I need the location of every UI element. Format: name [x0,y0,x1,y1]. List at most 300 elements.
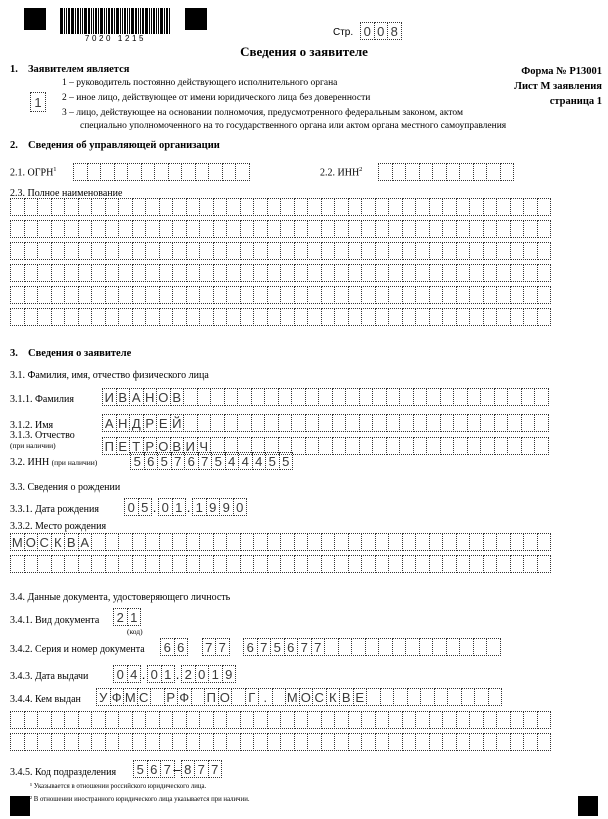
form-cell[interactable] [213,264,228,282]
form-cell[interactable] [361,264,376,282]
form-cell[interactable] [348,286,363,304]
form-cell[interactable]: М [286,689,298,705]
surname-field[interactable] [102,388,548,406]
form-cell[interactable] [469,220,484,238]
form-cell[interactable] [145,198,160,216]
form-cell[interactable] [307,533,322,551]
form-cell[interactable]: 9 [222,665,237,683]
form-cell[interactable] [280,533,295,551]
form-cell[interactable] [456,711,471,729]
form-cell[interactable] [496,264,511,282]
form-cell[interactable]: Г [245,688,260,706]
form-cell[interactable] [118,555,133,573]
form-cell[interactable] [132,533,147,551]
form-cell[interactable]: 0 [360,22,375,40]
form-cell[interactable] [172,220,187,238]
org-name-row[interactable] [10,308,550,326]
form-cell[interactable] [78,242,93,260]
form-cell[interactable] [78,264,93,282]
form-cell[interactable] [334,733,349,751]
form-cell[interactable] [469,242,484,260]
form-cell[interactable] [24,220,39,238]
form-cell[interactable] [222,163,237,181]
form-cell[interactable]: 4 [225,452,240,470]
form-cell[interactable] [442,555,457,573]
form-cell[interactable] [510,711,525,729]
form-cell[interactable] [415,286,430,304]
form-cell[interactable] [372,437,387,455]
form-cell[interactable]: 5 [279,452,294,470]
form-cell[interactable] [210,388,225,406]
form-cell[interactable]: 6 [160,638,175,656]
form-cell[interactable] [348,555,363,573]
form-cell[interactable] [280,242,295,260]
form-cell[interactable] [141,163,156,181]
form-cell[interactable] [159,264,174,282]
form-cell[interactable] [415,555,430,573]
form-cell[interactable]: 2 [113,608,128,626]
form-cell[interactable] [159,198,174,216]
form-cell[interactable] [388,242,403,260]
form-cell[interactable] [280,264,295,282]
form-cell[interactable] [442,711,457,729]
form-cell[interactable] [523,733,538,751]
form-cell[interactable] [105,286,120,304]
birthdate-field[interactable] [124,498,246,516]
form-cell[interactable] [473,163,488,181]
form-cell[interactable]: С [312,688,327,706]
form-cell[interactable] [415,711,430,729]
form-cell[interactable]: Р [143,414,158,432]
form-cell[interactable] [321,242,336,260]
form-cell[interactable] [186,264,201,282]
form-cell[interactable] [197,388,212,406]
form-cell[interactable] [264,414,279,432]
form-cell[interactable] [415,242,430,260]
form-cell[interactable] [213,242,228,260]
form-cell[interactable] [496,711,511,729]
form-cell[interactable] [388,733,403,751]
form-cell[interactable] [392,163,407,181]
form-cell[interactable] [537,711,552,729]
form-cell[interactable] [226,733,241,751]
form-cell[interactable] [494,388,509,406]
form-cell[interactable] [348,308,363,326]
form-cell[interactable] [132,308,147,326]
form-cell[interactable]: 6 [184,452,199,470]
form-cell[interactable] [453,414,468,432]
form-cell[interactable] [267,308,282,326]
form-cell[interactable] [118,733,133,751]
form-cell[interactable] [483,711,498,729]
form-cell[interactable] [87,163,102,181]
form-cell[interactable]: Ф [177,688,192,706]
form-cell[interactable]: 8 [181,760,196,778]
form-cell[interactable] [388,555,403,573]
form-cell[interactable] [264,388,279,406]
form-cell[interactable] [118,308,133,326]
form-cell[interactable] [386,437,401,455]
form-cell[interactable] [294,555,309,573]
form-cell[interactable] [91,308,106,326]
form-cell[interactable] [294,242,309,260]
form-cell[interactable]: 7 [160,760,175,778]
form-cell[interactable] [388,711,403,729]
form-cell[interactable] [432,638,447,656]
form-cell[interactable] [240,308,255,326]
form-cell[interactable] [419,638,434,656]
form-cell[interactable] [429,308,444,326]
form-cell[interactable] [440,414,455,432]
form-cell[interactable] [429,220,444,238]
form-cell[interactable] [172,555,187,573]
form-cell[interactable] [359,388,374,406]
form-cell[interactable]: Т [129,437,144,455]
form-cell[interactable] [453,437,468,455]
form-cell[interactable] [442,286,457,304]
form-cell[interactable]: 8 [387,22,402,40]
form-cell[interactable] [305,414,320,432]
form-cell[interactable] [388,286,403,304]
form-cell[interactable]: О [299,688,314,706]
form-cell[interactable] [280,711,295,729]
form-cell[interactable] [253,198,268,216]
form-cell[interactable] [510,555,525,573]
org-name-row[interactable] [10,198,550,216]
form-cell[interactable] [537,198,552,216]
form-cell[interactable] [442,220,457,238]
form-cell[interactable] [388,533,403,551]
form-cell[interactable]: 6 [284,638,299,656]
form-cell[interactable] [159,555,174,573]
form-cell[interactable] [321,286,336,304]
form-cell[interactable] [321,711,336,729]
form-cell[interactable] [332,388,347,406]
form-cell[interactable] [294,533,309,551]
form-cell[interactable] [213,308,228,326]
form-cell[interactable] [267,264,282,282]
form-cell[interactable] [467,437,482,455]
form-cell[interactable]: 5 [130,452,145,470]
form-cell[interactable] [351,638,366,656]
form-cell[interactable] [307,242,322,260]
form-cell[interactable] [240,733,255,751]
form-cell[interactable]: 7 [171,452,186,470]
form-cell[interactable] [429,198,444,216]
form-cell[interactable] [453,388,468,406]
form-cell[interactable] [186,308,201,326]
form-cell[interactable]: 0 [374,22,389,40]
form-cell[interactable] [483,555,498,573]
form-cell[interactable]: Ф [110,688,125,706]
form-cell[interactable] [469,264,484,282]
form-cell[interactable] [359,437,374,455]
form-cell[interactable] [459,163,474,181]
form-cell[interactable] [172,308,187,326]
form-cell[interactable] [91,286,106,304]
form-cell[interactable] [483,733,498,751]
form-cell[interactable] [159,711,174,729]
form-cell[interactable] [429,286,444,304]
form-cell[interactable] [37,308,52,326]
ogrn-field[interactable] [73,163,249,181]
form-cell[interactable] [118,286,133,304]
form-cell[interactable] [510,286,525,304]
form-cell[interactable] [240,555,255,573]
form-cell[interactable] [334,220,349,238]
form-cell[interactable] [402,733,417,751]
form-cell[interactable] [456,308,471,326]
form-cell[interactable] [132,733,147,751]
form-cell[interactable] [361,555,376,573]
form-cell[interactable] [168,163,183,181]
form-cell[interactable] [324,638,339,656]
form-cell[interactable] [456,198,471,216]
form-cell[interactable] [537,220,552,238]
form-cell[interactable] [294,711,309,729]
birthplace-row[interactable] [10,533,550,551]
form-cell[interactable] [375,286,390,304]
form-cell[interactable] [226,555,241,573]
form-cell[interactable]: Е [116,437,131,455]
form-cell[interactable] [78,308,93,326]
form-cell[interactable] [488,688,503,706]
form-cell[interactable] [361,286,376,304]
form-cell[interactable] [361,220,376,238]
form-cell[interactable] [183,388,198,406]
form-cell[interactable]: В [64,533,79,551]
form-cell[interactable] [419,163,434,181]
form-cell[interactable] [348,533,363,551]
form-cell[interactable]: К [326,688,341,706]
subdivision-code-field[interactable] [133,760,221,778]
form-cell[interactable]: 6 [147,760,162,778]
form-cell[interactable] [186,198,201,216]
form-cell[interactable]: 0 [147,665,162,683]
form-cell[interactable] [253,286,268,304]
form-cell[interactable] [51,264,66,282]
form-cell[interactable] [375,533,390,551]
form-cell[interactable] [183,414,198,432]
form-cell[interactable] [278,414,293,432]
form-cell[interactable] [172,711,187,729]
form-cell[interactable]: 7 [202,638,217,656]
form-cell[interactable] [145,711,160,729]
form-cell[interactable] [240,286,255,304]
form-cell[interactable] [523,286,538,304]
form-cell[interactable] [483,198,498,216]
form-cell[interactable]: 1 [192,498,207,516]
form-cell[interactable]: 5 [270,638,285,656]
form-cell[interactable] [334,555,349,573]
form-cell[interactable] [496,555,511,573]
form-cell[interactable] [334,242,349,260]
form-cell[interactable] [496,198,511,216]
form-cell[interactable] [73,163,88,181]
form-cell[interactable] [469,198,484,216]
form-cell[interactable] [78,198,93,216]
form-cell[interactable] [78,711,93,729]
form-cell[interactable] [213,733,228,751]
form-cell[interactable] [24,555,39,573]
form-cell[interactable] [64,220,79,238]
form-cell[interactable] [64,198,79,216]
form-cell[interactable] [523,242,538,260]
form-cell[interactable] [483,220,498,238]
form-cell[interactable]: 5 [157,452,172,470]
page-number-cells[interactable] [360,22,401,40]
form-cell[interactable] [507,414,522,432]
form-cell[interactable] [37,286,52,304]
form-cell[interactable] [240,198,255,216]
form-cell[interactable] [51,733,66,751]
form-cell[interactable] [291,437,306,455]
form-cell[interactable] [480,388,495,406]
form-cell[interactable] [348,220,363,238]
form-cell[interactable] [307,220,322,238]
form-cell[interactable] [321,198,336,216]
form-cell[interactable] [375,242,390,260]
form-cell[interactable] [469,733,484,751]
form-cell[interactable] [510,264,525,282]
form-cell[interactable] [480,437,495,455]
form-cell[interactable] [213,220,228,238]
form-cell[interactable] [240,711,255,729]
form-cell[interactable] [213,286,228,304]
form-cell[interactable] [307,286,322,304]
form-cell[interactable] [291,414,306,432]
form-cell[interactable] [195,163,210,181]
form-cell[interactable] [118,198,133,216]
form-cell[interactable] [486,638,501,656]
form-cell[interactable]: О [24,533,39,551]
form-cell[interactable] [429,555,444,573]
org-name-row[interactable] [10,220,550,238]
form-cell[interactable] [78,220,93,238]
form-cell[interactable] [172,242,187,260]
form-cell[interactable] [402,220,417,238]
form-cell[interactable] [280,220,295,238]
form-cell[interactable] [51,198,66,216]
form-cell[interactable] [483,242,498,260]
form-cell[interactable]: 5 [211,452,226,470]
form-cell[interactable] [100,163,115,181]
form-cell[interactable] [507,437,522,455]
form-cell[interactable]: 7 [215,638,230,656]
issuedby-row[interactable] [10,711,550,729]
form-cell[interactable]: П [204,688,219,706]
form-cell[interactable] [496,286,511,304]
form-cell[interactable] [132,555,147,573]
form-cell[interactable] [459,638,474,656]
form-cell[interactable] [456,286,471,304]
form-cell[interactable] [24,733,39,751]
form-cell[interactable] [291,388,306,406]
form-cell[interactable] [226,308,241,326]
form-cell[interactable] [186,220,201,238]
form-cell[interactable] [469,286,484,304]
form-cell[interactable] [386,388,401,406]
form-cell[interactable] [392,638,407,656]
form-cell[interactable] [375,711,390,729]
form-cell[interactable] [226,264,241,282]
form-cell[interactable] [415,308,430,326]
form-cell[interactable] [51,220,66,238]
inn-org-field[interactable] [378,163,513,181]
form-cell[interactable]: 1 [172,498,187,516]
form-cell[interactable] [496,533,511,551]
form-cell[interactable] [361,242,376,260]
form-cell[interactable] [402,555,417,573]
form-cell[interactable] [132,711,147,729]
form-cell[interactable] [118,711,133,729]
form-cell[interactable] [37,242,52,260]
form-cell[interactable] [305,388,320,406]
form-cell[interactable]: 6 [174,638,189,656]
form-cell[interactable]: 9 [219,498,234,516]
form-cell[interactable] [402,711,417,729]
form-cell[interactable] [332,437,347,455]
series-number-field[interactable] [160,638,500,656]
form-cell[interactable] [186,286,201,304]
issuedby-row[interactable] [10,733,550,751]
form-cell[interactable] [226,198,241,216]
form-cell[interactable] [534,414,549,432]
form-cell[interactable]: 0 [124,498,139,516]
form-cell[interactable]: 1 [127,608,142,626]
form-cell[interactable]: Е [353,688,368,706]
form-cell[interactable] [105,533,120,551]
form-cell[interactable] [172,533,187,551]
form-cell[interactable] [240,533,255,551]
org-name-row[interactable] [10,264,550,282]
form-cell[interactable] [251,414,266,432]
form-cell[interactable]: О [156,388,171,406]
form-cell[interactable] [334,198,349,216]
form-cell[interactable] [159,286,174,304]
form-cell[interactable] [429,242,444,260]
form-cell[interactable] [213,555,228,573]
form-cell[interactable] [415,733,430,751]
form-cell[interactable] [483,264,498,282]
form-cell[interactable] [64,242,79,260]
form-cell[interactable] [442,308,457,326]
form-cell[interactable] [37,711,52,729]
form-cell[interactable] [105,264,120,282]
form-cell[interactable] [199,308,214,326]
form-cell[interactable] [496,308,511,326]
form-cell[interactable] [199,264,214,282]
form-cell[interactable] [534,437,549,455]
form-cell[interactable] [51,308,66,326]
form-cell[interactable] [365,638,380,656]
form-cell[interactable] [361,533,376,551]
form-cell[interactable] [64,286,79,304]
form-cell[interactable] [537,242,552,260]
form-cell[interactable] [294,286,309,304]
form-cell[interactable] [345,414,360,432]
form-cell[interactable]: 9 [206,498,221,516]
form-cell[interactable] [267,555,282,573]
form-cell[interactable] [37,264,52,282]
form-cell[interactable] [537,733,552,751]
form-cell[interactable] [415,533,430,551]
form-cell[interactable] [348,242,363,260]
form-cell[interactable] [456,555,471,573]
form-cell[interactable] [483,533,498,551]
form-cell[interactable] [91,198,106,216]
form-cell[interactable] [145,264,160,282]
